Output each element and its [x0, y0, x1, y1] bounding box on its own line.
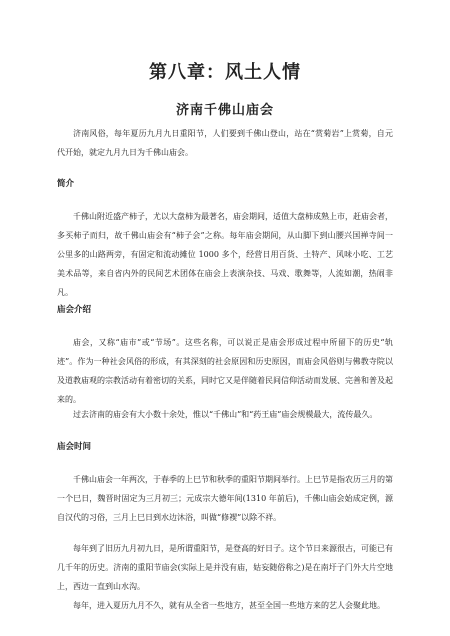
- chapter-title: 第八章：风土人情: [149, 62, 301, 83]
- section-paragraph: 千佛山附近盛产柿子，尤以大盘柿为最著名，庙会期间，适值大盘柿成熟上市，赶庙会者，多买柿子而归，故千佛山庙会有“柿子会”之称。每年庙会期间，从山脚下到山腰兴国禅寺间一公里多的山路两旁，有固定和流动摊位 1000 多个，经营日用百货、土特产、风味小吃、工艺美术品等，来自省内外的民间艺术团体在庙会上表演杂技、马戏、歌舞等，人流如潮，热闹非凡。: [57, 212, 393, 297]
- section-heading-temple-fair-time: 庙会时间: [57, 442, 92, 452]
- section-paragraph: 过去济南的庙会有大小数十余处，惟以“千佛山”和“药王庙”庙会规模最大，流传最久。: [73, 410, 378, 419]
- section-paragraph: 千佛山庙会一年两次，于春季的上巳节和秋季的重阳节期间举行。上巳节是指农历三月的第一个巳日，魏晋时固定为三月初三；元成宗大德年间(1310 年前后)，千佛山庙会始成定例，源自汉代的习俗，三月上巳日到水边沐浴，叫做“修褉”以除不祥。: [57, 475, 393, 522]
- section-paragraph: 庙会，又称“庙市”或“节场”。这些名称，可以说正是庙会形成过程中所留下的历史“轨迹”。作为一种社会风俗的形成，有其深刻的社会原因和历史原因，而庙会风俗则与佛教寺院以及道教庙观的宗教活动有着密切的关系，同时它又是伴随着民间信仰活动而发展、完善和普及起来的。: [57, 338, 393, 404]
- section-paragraph: 每年到了旧历九月初九日，是所谓重阳节，是登高的好日子。这个节日来源很古，可能已有几千年的历史。济南的重阳节庙会(实际上是并没有庙，姑妄随俗称之)是在南圩子门外大片空地上，西边一直到山水沟。: [57, 544, 393, 591]
- section-paragraph: 每年，进入夏历九月不久，就有从全省一些地方，甚至全国一些地方来的艺人会聚此地。: [73, 601, 385, 610]
- document-title: 济南千佛山庙会: [175, 103, 274, 118]
- section-heading-intro: 简介: [57, 179, 75, 189]
- intro-paragraph: 济南风俗，每年夏历九月九日重阳节，人们要到千佛山登山，站在“赏菊岩”上赏菊，自元代开始，就定九月九日为千佛山庙会。: [57, 129, 393, 157]
- section-heading-temple-fair-intro: 庙会介绍: [57, 305, 92, 315]
